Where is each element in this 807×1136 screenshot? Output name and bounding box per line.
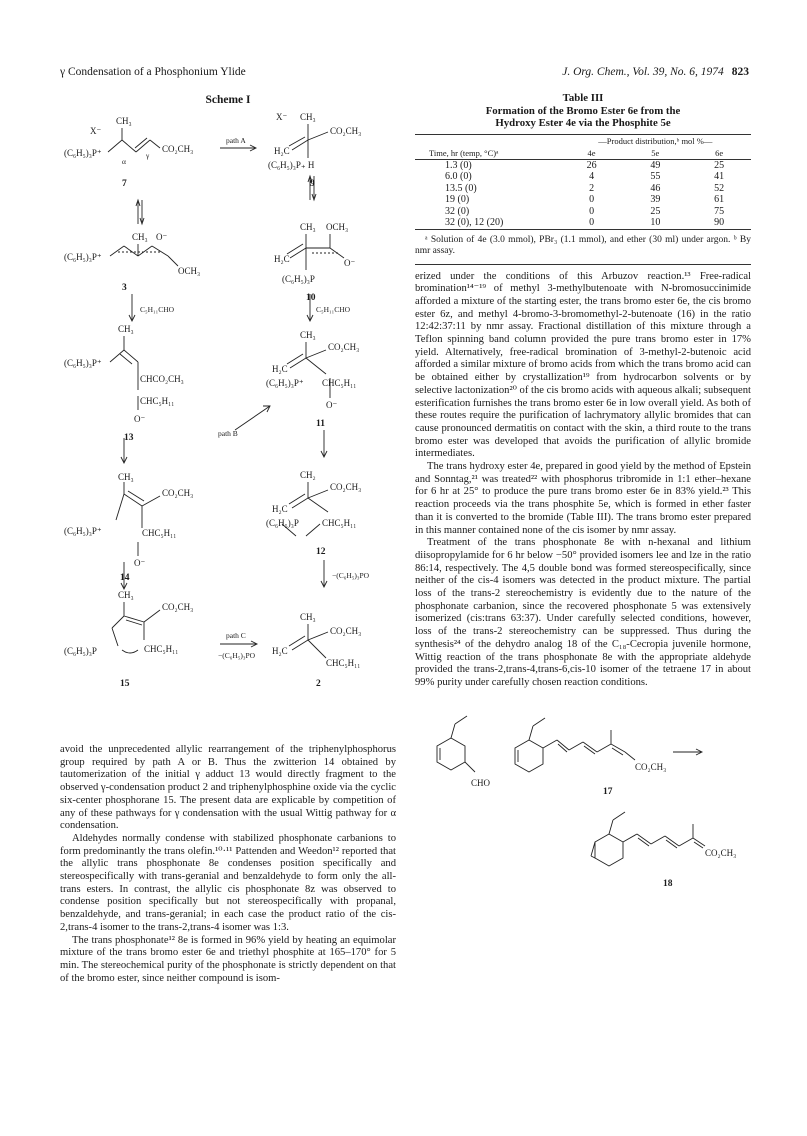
compound-17: 17 — [603, 786, 613, 797]
label-och3-3: OCH₃ — [178, 266, 201, 276]
label-chc5h11-14: CHC₅H₁₁ — [142, 528, 177, 538]
label-loss-15: −(C₆H₅)₃PO — [218, 651, 256, 660]
paragraph: The trans phosphonate¹² 8e is formed in 96% yield by heating an equimolar mixture of the trans bromo ester 6e and triethyl phosphite at 165–170° for 5 min. The stereochemical purity of the phosphonate is strictly dependent on that of the bromo ester, since neither compound is isom- — [60, 934, 396, 984]
paragraph: Aldehydes normally condense with stabilized phosphonate carbanions to form predominantly the trans olefin.¹⁰·¹¹ Pattenden and Weedon¹² reported that the allylic trans phosphonate 8e condenses position specifically and stereospecifically with trans-geranial and benzaldehyde to form only the all-trans esters. In contrast, the allylic cis phosphonate 8z was observed to condense position specifically but not stereospecifically with propanal, benzaldehyde, and trans-geranial; in each case the product ratio of the cis-2,trans-4 isomer to the trans-2,trans-4 isomer was 1:3. — [60, 832, 396, 933]
label-co2ch3-14: CO₂CH₃ — [162, 488, 194, 498]
compound-11: 11 — [316, 419, 325, 429]
scheme-title: Scheme I — [205, 94, 251, 106]
col-header-4e: 4e — [587, 147, 596, 158]
label-chco2ch3-13: CHCO₂CH₃ — [140, 374, 184, 384]
right-column — [415, 86, 751, 910]
label-o-minus-3: O⁻ — [156, 232, 168, 242]
label-ph3p-12: (C₆H₅)₃P — [266, 518, 299, 528]
table-row: 32 (0) 0 25 75 — [445, 205, 725, 217]
table-iii — [415, 134, 751, 230]
label-ch3-14: CH₃ — [118, 472, 134, 482]
label-ch3-15: CH₃ — [118, 590, 134, 600]
compound-2: 2 — [316, 679, 321, 689]
compound-10: 10 — [306, 293, 316, 303]
label-co2ch3-9: CO₂CH₃ — [330, 126, 362, 136]
compound-9: 9 — [310, 179, 315, 189]
label-ch3-11: CH₃ — [300, 330, 316, 340]
label-chc5h11-15: CHC₅H₁₁ — [144, 644, 179, 654]
label-ch3-10: CH₃ — [300, 222, 316, 232]
label-x-minus-7: X⁻ — [90, 126, 102, 136]
label-co2ch3-11: CO₂CH₃ — [328, 342, 360, 352]
label-h2c-10: H₂C — [274, 254, 290, 264]
paragraph: The trans hydroxy ester 4e, prepared in good yield by the method of Epstein and Sonntag,²¹ was treated²² with phosphorus tribromide in 1:1 ether–hexane for 6 hr at 25° to produce the pure trans bromo ester 6e in 83% yield.²³ This reaction proceeds via the trans phosphite 5e, which is formed in ether faster than it is converted to the bromide (Table III). The trans bromo ester prepared in this manner contained none of the cis isomer by nmr assay. — [415, 461, 751, 536]
label-ph3p-11: (C₆H₅)₃P⁺ — [266, 378, 304, 388]
label-co2ch3-17: CO₂CH₃ — [635, 761, 667, 772]
label-co2ch3-12: CO₂CH₃ — [330, 482, 362, 492]
table-title — [415, 92, 751, 130]
label-ph3p-14: (C₆H₅)₃P⁺ — [64, 526, 102, 536]
label-loss-12: −(C₆H₅)₃PO — [332, 571, 370, 580]
table-row: 32 (0), 12 (20) 0 10 90 — [415, 217, 751, 229]
label-co2ch3-2: CO₂CH₃ — [330, 626, 362, 636]
paragraph: Treatment of the trans phosphonate 8e with n-hexanal and lithium diisopropylamide for 6 hr below −50° provided isomers lee and lze in the ratio 86:14, respectively. The 4,5 double bond was formed stereospecifically, since neither of the cis-4 isomers was detected in the product mixture. The partial loss of the trans-2 stereochemistry is evidently due to the nature of the phosphonate carbanion, since the recovered phosphonate 5 was extensively isomerized (cis:trans 63:37). Under carefully selected conditions, however, loss of the trans-2 stereochemistry can be suppressed. Thus during the synthesis²⁴ of the dehydro analog 18 of the C₁₈-Cecropia juvenile hormone, Wittig reaction of the trans phosphonate 8e with the appropriate aldehyde provided the trans-2,trans-4,trans-6,cis-10 isomer of the tetraene 17 in about 99% purity under carefully chosen reaction conditions. — [415, 537, 751, 688]
compound-7: 7 — [122, 179, 127, 189]
label-ph3p-15: (C₆H₅)₃P — [64, 646, 97, 656]
table-caption-line1: Formation of the Bromo Ester 6e from the — [485, 104, 681, 117]
compound-14: 14 — [120, 573, 130, 583]
label-o-minus-10: O⁻ — [344, 258, 356, 268]
synthesis-scheme — [415, 690, 751, 910]
label-ch3-9: CH₃ — [300, 112, 316, 122]
compound-3: 3 — [122, 283, 127, 293]
label-ph3p-10: (C₆H₅)₃P — [282, 274, 315, 284]
col-header-6e: 6e — [715, 147, 724, 158]
col-header-5e: 5e — [651, 147, 660, 158]
label-co2ch3-15: CO₂CH₃ — [162, 602, 194, 612]
left-column — [60, 86, 396, 985]
label-co2ch3-18: CO₂CH₃ — [705, 847, 737, 858]
label-ch3-2: CH₃ — [300, 612, 316, 622]
compound-13: 13 — [124, 433, 134, 443]
label-path-a: path A — [226, 136, 246, 145]
table-row: 1.3 (0) 26 49 25 — [445, 159, 725, 171]
running-header-journal — [562, 66, 749, 78]
table-row: 6.0 (0) 4 55 41 — [445, 171, 725, 182]
right-body-text — [415, 271, 751, 690]
table-row: 13.5 (0) 2 46 52 — [445, 182, 725, 194]
label-o-minus-11: O⁻ — [326, 400, 338, 410]
reaction-scheme — [60, 110, 396, 730]
label-h2c-9: H₂C — [274, 146, 290, 156]
label-chc5h11-13: CHC₅H₁₁ — [140, 396, 175, 406]
label-h2c-12: H₂C — [272, 504, 288, 514]
table-footnote: ᵃ Solution of 4e (3.0 mmol), PBr₃ (1.1 mmol), and ether (30 ml) under argon. ᵇ By nmr assay. — [415, 234, 751, 256]
label-alpha: α — [122, 157, 126, 166]
label-path-b: path B — [218, 429, 238, 438]
label-co2ch3-7: CO₂CH₃ — [162, 144, 194, 154]
label-ch3-7: CH₃ — [116, 116, 132, 126]
label-aldehyde-right: C₅H₁₁CHO — [316, 305, 351, 314]
left-body-text — [60, 744, 396, 985]
divider — [415, 264, 751, 265]
label-h2c-2: H₂C — [272, 646, 288, 656]
running-header-title: γ Condensation of a Phosphonium Ylide — [60, 66, 246, 78]
label-ch3-3: CH₃ — [132, 232, 148, 242]
compound-18: 18 — [663, 878, 673, 889]
label-gamma: γ — [146, 151, 150, 160]
label-o-minus-14: O⁻ — [134, 558, 146, 568]
label-path-c: path C — [226, 631, 246, 640]
col-header-time: Time, hr (temp, °C)ᵃ — [429, 147, 499, 158]
page-number: 823 — [731, 66, 749, 78]
label-o-minus-13: O⁻ — [134, 414, 146, 424]
table-caption-line2: Hydroxy Ester 4e via the Phosphite 5e — [495, 117, 671, 129]
group-header: —Product distribution,ᵇ mol %— — [598, 135, 713, 146]
journal-citation: J. Org. Chem., Vol. 39, No. 6, 1974 — [562, 66, 724, 78]
table-row: 19 (0) 0 39 61 — [445, 194, 725, 205]
label-chc5h11-12: CHC₅H₁₁ — [322, 518, 357, 528]
label-aldehyde-left: C₅H₁₁CHO — [140, 305, 175, 314]
label-h2c-11: H₂C — [272, 364, 288, 374]
label-ch3-13: CH₃ — [118, 324, 134, 334]
label-ph3p-9: (C₆H₅)₃P₊ H — [268, 160, 315, 170]
compound-15: 15 — [120, 679, 130, 689]
compound-12: 12 — [316, 547, 326, 557]
paragraph: erized under the conditions of this Arbuzov reaction.¹³ Free-radical bromination¹⁴⁻¹⁹ of methyl 3-methylbutenoate with N-bromosuccinimide afforded a mixture of the starting ester, the trans bromo ester 6e, the cis bromo ester 6z, and methyl 4-bromo-3-bromomethyl-2-butenoate (16) in the ratio 12:42:37:11 by nmr assay. Fractional distillation of this mixture through a Teflon spinning band column provided the pure trans bromo ester in 17% yield. Alternatively, free-radical bromination of 3-methyl-2-butenoic acid afforded a similar mixture of bromo acids from which the trans bromo acid can be obtained either by crystallization¹⁹ from hydrocarbon solvents or by selective lactonization²⁰ of the cis bromo acids with aqueous alkali; subsequent esterification furnishes the trans bromo ester 6e in low overall yield. As both of these routes require the purification of lachrymatory allylic bromides that can cause pronounced dermatitis on contact with the skin, a third route to the trans bromo ester was developed that avoids the purification of allylic bromide intermediates. — [415, 270, 751, 460]
label-chc5h11-11: CHC₅H₁₁ — [322, 378, 357, 388]
label-x-minus-9: X⁻ — [276, 112, 288, 122]
label-cho: CHO — [471, 777, 491, 788]
label-chc5h11-2: CHC₅H₁₁ — [326, 658, 361, 668]
synthesis-drawing — [415, 690, 751, 910]
label-ph3p-3: (C₆H₅)₃P⁺ — [64, 252, 102, 262]
label-ch2-12: CH₂ — [300, 470, 316, 480]
label-ph3p-13: (C₆H₅)₃P⁺ — [64, 358, 102, 368]
label-och3-10: OCH₃ — [326, 222, 349, 232]
paragraph: avoid the unprecedented allylic rearrangement of the triphenylphosphorus group required by path A or B. Thus the zwitterion 14 obtained by tautomerization of the initial γ adduct 13 would directly fragment to the observed γ-condensation product 2 and triphenylphosphine oxide via the cyclic six-center phosphorane 15. The present data are explicable by competition of any of these pathways for γ condensation with the usual Wittig pathway for α condensation. — [60, 744, 396, 832]
label-ph3p-7: (C₆H₅)₃P⁺ — [64, 148, 102, 158]
scheme-drawing — [60, 110, 396, 730]
table-number: Table III — [562, 92, 604, 104]
